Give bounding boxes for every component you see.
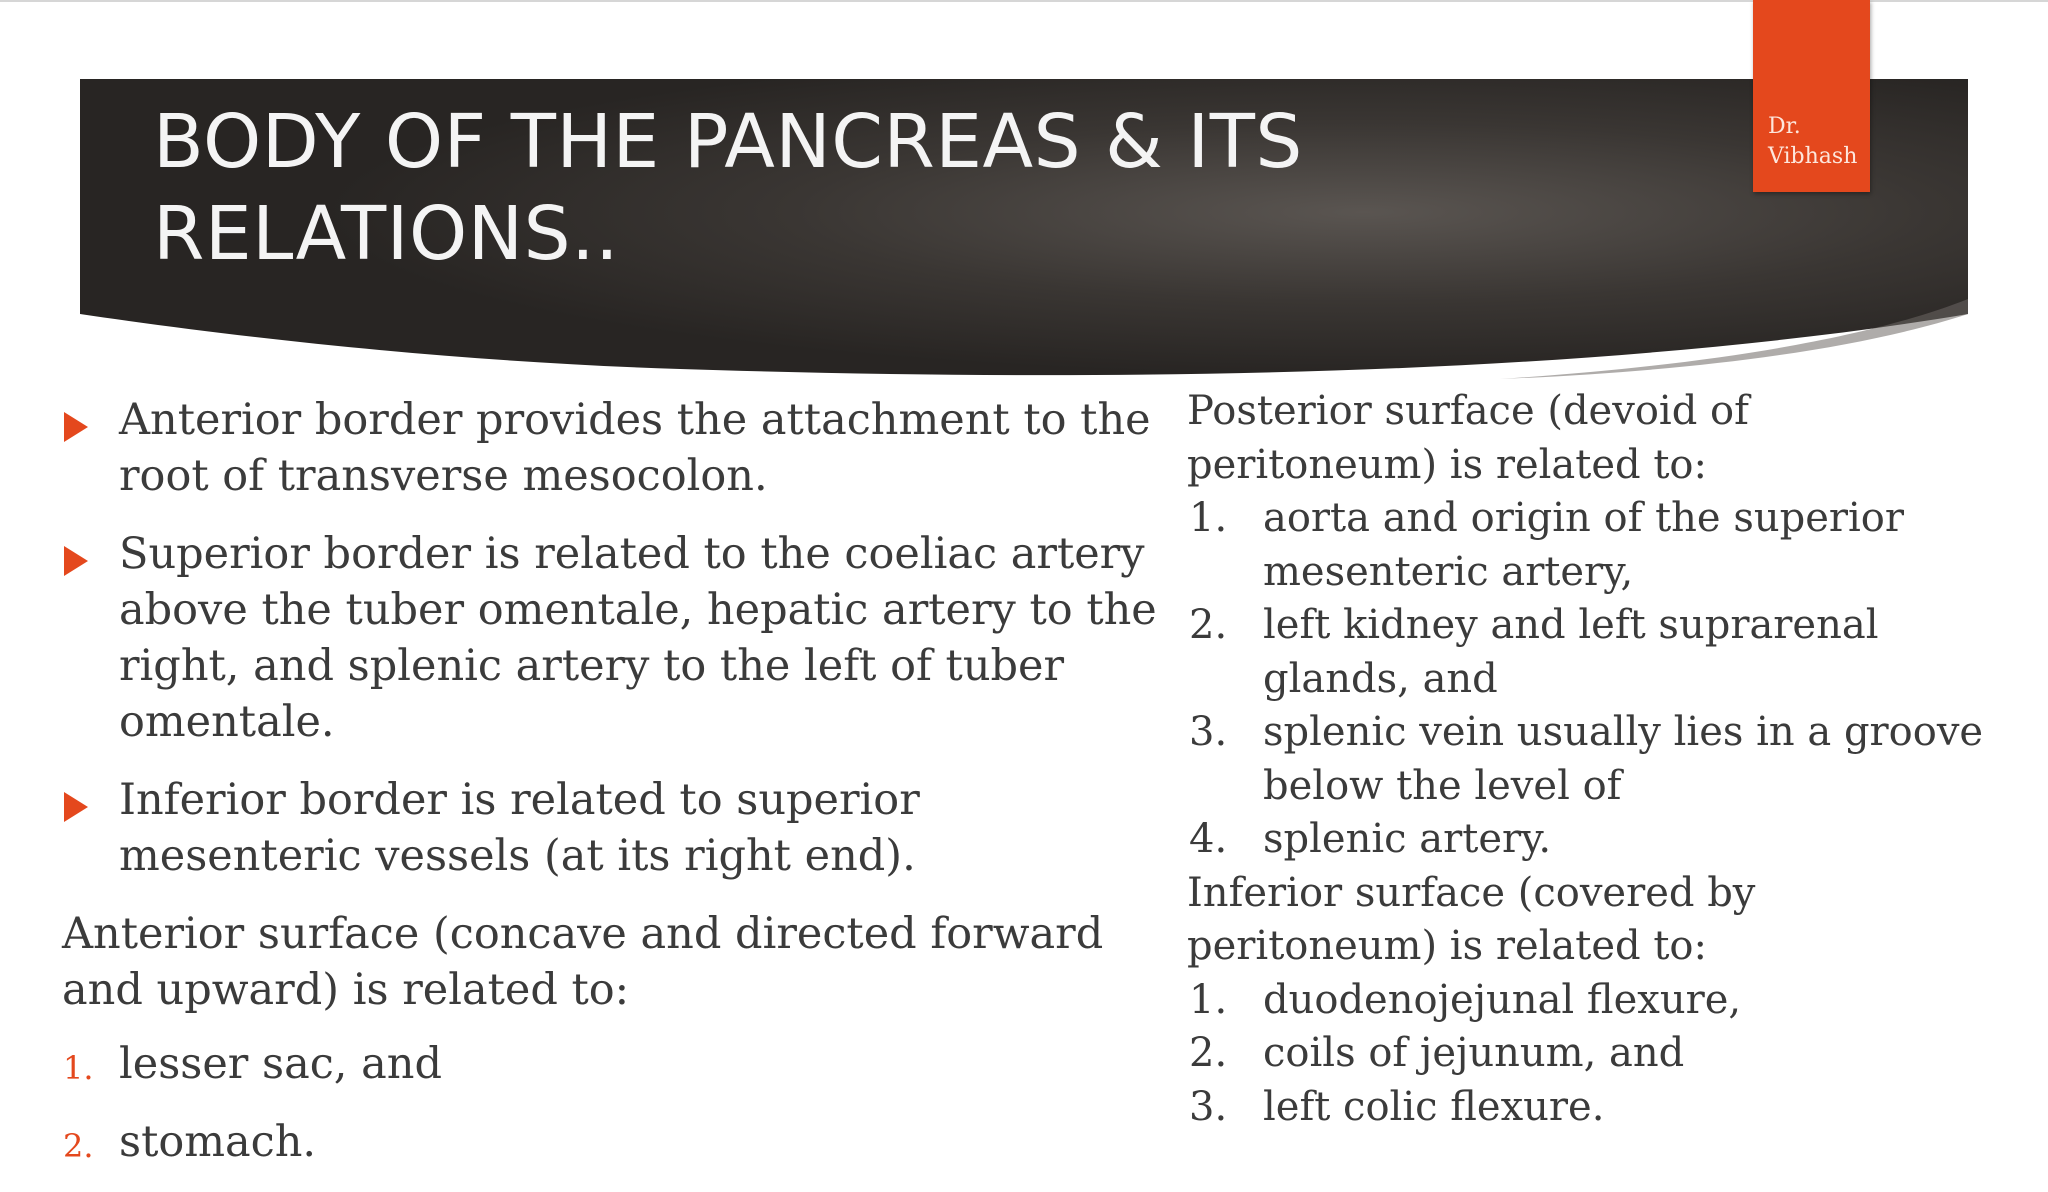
bullet-text: Inferior border is related to superior mesenteric vessels (at its right end). [119,775,920,881]
bullet-text: Anterior border provides the attachment to the root of transverse mesocolon. [119,395,1151,501]
inferior-surface-item [1187,1081,2007,1135]
anterior-surface-heading: Anterior surface (concave and directed forward and upward) is related to: [62,909,1104,1015]
bullet-anterior-border [60,392,1160,504]
item-text: aorta and origin of the superior mesenteric artery, [1263,495,1904,595]
item-number: 3. [1189,709,1228,755]
item-text: lesser sac, and [119,1039,442,1089]
anterior-surface-item [60,1114,1160,1170]
item-number: 2. [1189,1030,1228,1076]
author-name [1768,112,1857,172]
item-number: 1. [63,1049,94,1087]
slide-title [153,96,1693,280]
item-number: 3. [1189,1083,1228,1130]
inferior-surface-heading: Inferior surface (covered by peritoneum) is related to: [1187,869,1756,969]
item-text: duodenojejunal flexure, [1263,976,1742,1023]
slide-title-line-2: RELATIONS.. [153,191,620,277]
posterior-surface-item [1187,706,2007,813]
bullet-text: Superior border is related to the coeliac artery above the tuber omentale, hepatic artery to the right, and splenic artery to the left of tuber omentale. [119,529,1157,747]
bullet-arrow-icon [64,546,88,576]
item-number: 2. [63,1127,94,1165]
item-text: left kidney and left suprarenal glands, and [1263,602,1879,702]
bullet-inferior-border [60,772,1160,884]
item-number: 1. [1189,976,1228,1023]
slide-title-line-1: BODY OF THE PANCREAS & ITS [153,99,1303,185]
author-tag-line-2: Vibhash [1768,144,1858,169]
bullet-arrow-icon [64,412,88,442]
author-tag-line-1: Dr. [1768,114,1801,139]
posterior-surface-item [1187,599,2007,706]
posterior-surface-heading: Posterior surface (devoid of peritoneum) is related to: [1187,388,1749,488]
item-number: 2. [1189,602,1228,648]
bullet-superior-border [60,526,1160,750]
item-text: splenic artery. [1263,816,1552,862]
inferior-surface-item [1187,974,2007,1028]
bullet-arrow-icon [64,792,88,822]
posterior-surface-item [1187,492,2007,599]
author-tag [1753,0,1870,192]
item-text: splenic vein usually lies in a groove below the level of [1263,709,1984,809]
posterior-surface-item [1187,813,2007,867]
right-column [1187,385,2007,1134]
item-number: 4. [1189,816,1228,862]
item-text: left colic flexure. [1263,1083,1605,1130]
item-text: coils of jejunum, and [1263,1030,1685,1076]
anterior-surface-item [60,1036,1160,1092]
item-number: 1. [1189,495,1228,541]
left-column [60,392,1160,1192]
item-text: stomach. [119,1117,317,1167]
inferior-surface-item [1187,1027,2007,1081]
